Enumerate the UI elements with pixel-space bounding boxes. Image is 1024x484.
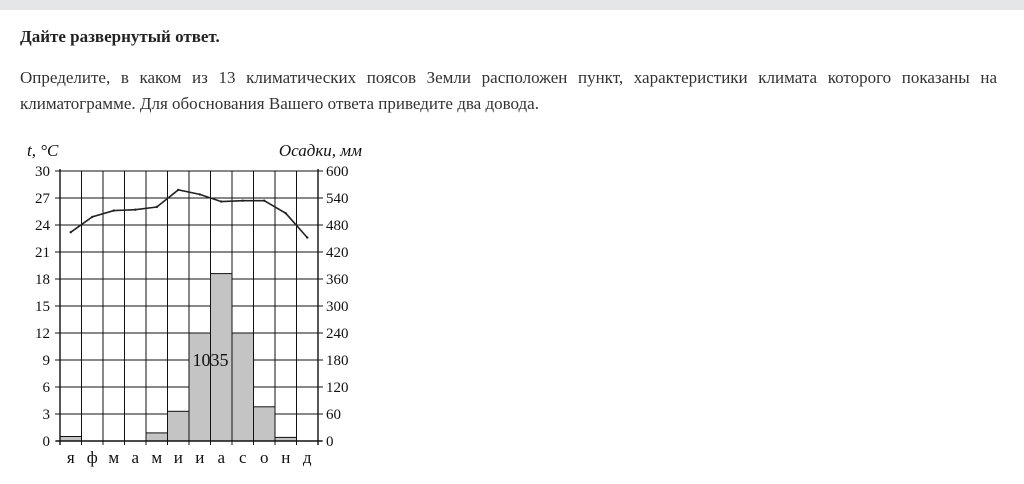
month-label: м	[151, 448, 163, 467]
precip-bar	[232, 333, 254, 441]
left-tick-label: 0	[42, 434, 50, 450]
temp-point	[156, 206, 158, 208]
right-tick-label: 0	[326, 434, 334, 450]
left-axis-title: t, °C	[27, 141, 59, 160]
annual-precip-label: 1035	[192, 350, 229, 370]
left-tick-label: 6	[42, 380, 50, 396]
climatogram	[0, 130, 400, 475]
temp-point	[177, 189, 179, 191]
right-tick-label: 540	[326, 191, 349, 207]
left-tick-label: 27	[35, 191, 50, 207]
month-label: н	[281, 448, 291, 467]
month-label: а	[217, 448, 226, 467]
temp-point	[285, 212, 287, 214]
month-label: ф	[86, 448, 98, 467]
right-axis-title: Осадки, мм	[278, 141, 362, 160]
temp-point	[242, 200, 244, 202]
right-tick-label: 180	[326, 353, 349, 369]
left-tick-label: 24	[35, 218, 50, 234]
right-tick-label: 480	[326, 218, 349, 234]
left-tick-label: 30	[35, 164, 50, 180]
right-tick-label: 120	[326, 380, 349, 396]
right-tick-label: 420	[326, 245, 349, 261]
right-tick-label: 600	[326, 164, 349, 180]
left-tick-label: 9	[42, 353, 50, 369]
right-tick-label: 300	[326, 299, 349, 315]
month-label: д	[302, 448, 312, 467]
temp-point	[70, 231, 72, 233]
temp-point	[134, 209, 136, 211]
month-label: м	[108, 448, 120, 467]
month-label: о	[260, 448, 269, 467]
month-label: я	[66, 448, 75, 467]
month-label: и	[195, 448, 205, 467]
right-tick-label: 60	[326, 407, 341, 423]
precip-bars	[60, 274, 297, 441]
precip-bar	[254, 407, 276, 441]
month-label: и	[173, 448, 183, 467]
left-tick-label: 18	[35, 272, 50, 288]
precip-bar	[146, 433, 168, 441]
right-tick-label: 240	[326, 326, 349, 342]
left-tick-label: 15	[35, 299, 50, 315]
task-question: Определите, в каком из 13 климатических поясов Земли расположен пункт, характеристики климата которого показаны на климатограмме. Для обоснования Вашего ответа приведите два довода.	[20, 68, 997, 113]
temp-point	[220, 200, 222, 202]
top-bar	[0, 0, 1024, 10]
temp-point	[113, 209, 115, 211]
temp-point	[306, 236, 308, 238]
left-tick-label: 3	[42, 407, 50, 423]
task-heading: Дайте развернутый ответ.	[20, 27, 220, 46]
right-tick-label: 360	[326, 272, 349, 288]
temp-point	[91, 216, 93, 218]
left-tick-label: 21	[35, 245, 50, 261]
temp-point	[199, 193, 201, 195]
month-label: с	[238, 448, 247, 467]
precip-bar	[168, 411, 190, 441]
month-label: а	[131, 448, 140, 467]
temp-point	[263, 200, 265, 202]
left-tick-label: 12	[35, 326, 50, 342]
